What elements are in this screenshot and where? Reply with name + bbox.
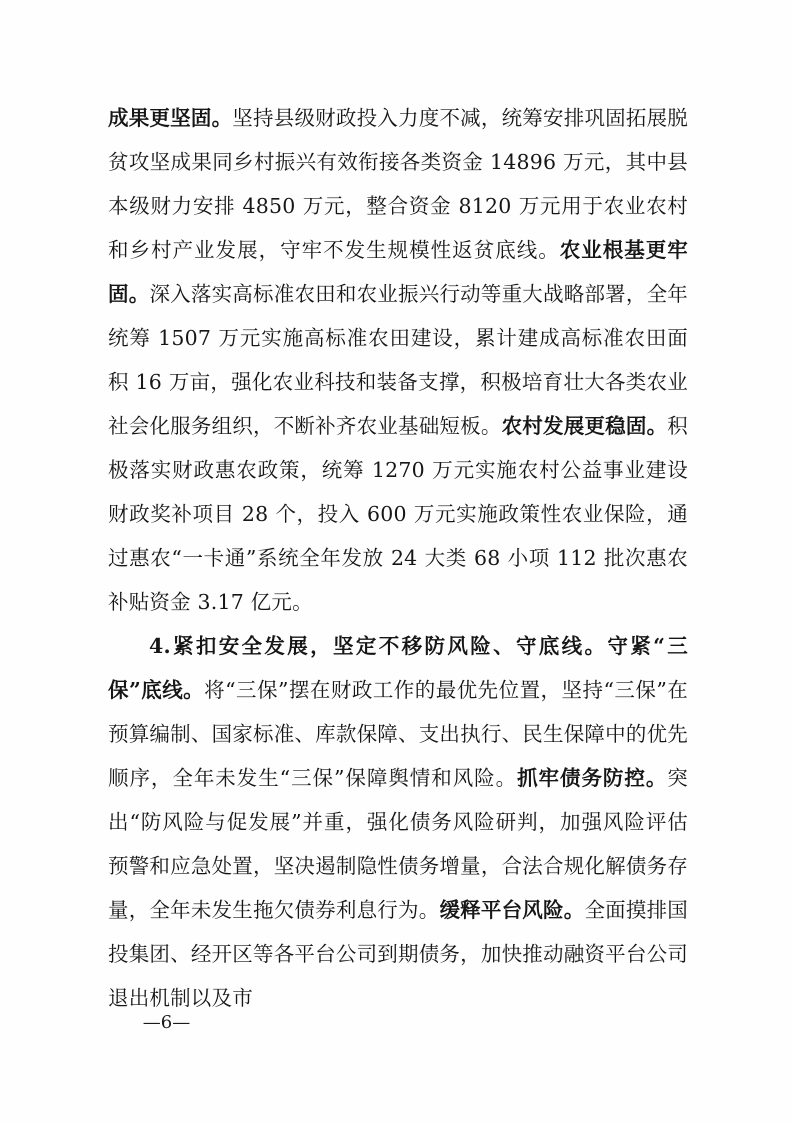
text-run: 深入落实高标准农田和农业振兴行动等重大战略部署，全年统筹 1507 万元实施高标准农田建设，累计建成高标准农田面积 16 万亩，强化农业科技和装备支撑，积极培育壮大各类农业社会化服务组织，不断补齐农业基础短板。 [108, 282, 688, 438]
text-run: 将“三保”摆在财政工作的最优先位置，坚持“三保”在预算编制、国家标准、库款保障、支出执行、民生保障中的优先顺序，全年未发生“三保”保障舆情和风险。 [108, 678, 688, 790]
text-run: 全面摸排国投集团、经开区等各平台公司到期债务，加快推动融资平台公司退出机制以及市 [108, 898, 689, 1010]
text-run-bold: 4.紧扣安全发展，坚定不移防风险、守底线。守紧“三保”底线。 [108, 634, 688, 702]
page-number: —6— [142, 1012, 191, 1033]
text-run-bold: 缓释平台风险。 [439, 898, 585, 922]
paragraph-2 [108, 624, 688, 1020]
page-footer [0, 1012, 793, 1033]
paragraph-1 [108, 96, 688, 624]
document-body [108, 96, 688, 1020]
text-run-bold: 成果更坚固。 [108, 106, 233, 130]
text-run: 突出“防风险与促发展”并重，强化债务风险研判，加强风险评估预警和应急处置，坚决遏制隐性债务增量，合法合规化解债务存量，全年未发生拖欠债券利息行为。 [108, 766, 688, 922]
text-run-bold: 农业根基更牢固。 [108, 238, 689, 306]
text-run: 坚持县级财政投入力度不减，统筹安排巩固拓展脱贫攻坚成果同乡村振兴有效衔接各类资金 14896 万元，其中县本级财力安排 4850 万元，整合资金 8120 万元用于农业农村和乡村产业发展，守牢不发生规模性返贫底线。 [108, 106, 688, 262]
text-run-bold: 抓牢债务防控。 [517, 766, 668, 790]
text-run-bold: 农村发展更稳固。 [501, 414, 668, 438]
text-run: 积极落实财政惠农政策，统筹 1270 万元实施农村公益事业建设财政奖补项目 28 个，投入 600 万元实施政策性农业保险，通过惠农“一卡通”系统全年发放 24 大类 68 小项 112 批次惠农补贴资金 3.17 亿元。 [108, 414, 688, 614]
